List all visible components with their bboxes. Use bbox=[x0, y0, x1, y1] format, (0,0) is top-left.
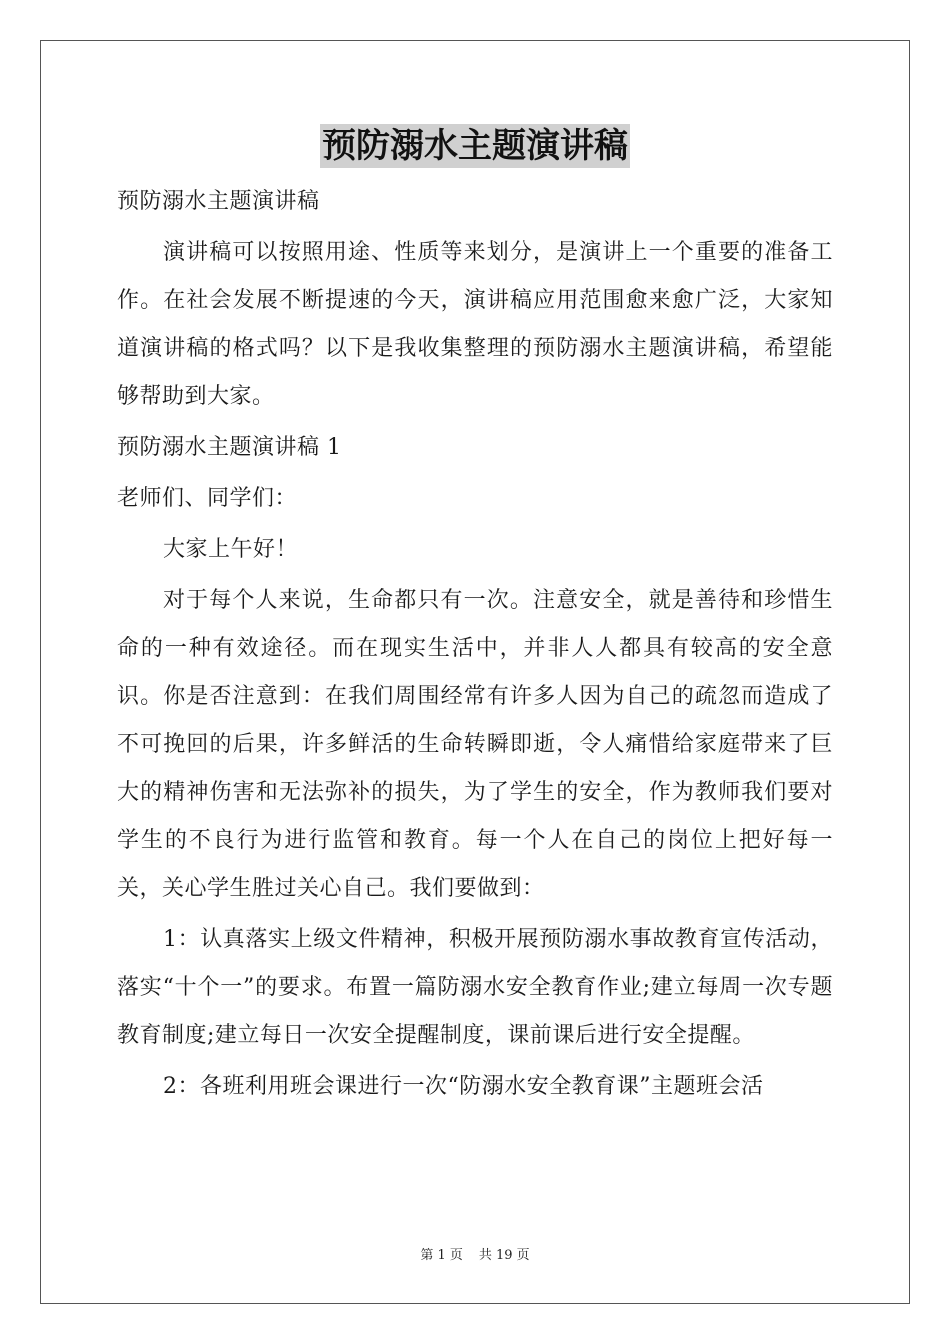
document-body bbox=[117, 178, 833, 1111]
greeting: 大家上午好！ bbox=[163, 537, 299, 562]
salutation: 老师们、同学们： bbox=[117, 486, 298, 511]
body-paragraph-1: 对于每个人来说，生命都只有一次。注意安全，就是善待和珍惜生命的一种有效途径。而在现实生活中，并非人人都具有较高的安全意识。你是否注意到：在我们周围经常有许多人因为自己的疏忽而造成了不可挽回的后果，许多鲜活的生命转瞬即逝，令人痛惜给家庭带来了巨大的精神伤害和无法弥补的损失，为了学生的安全，作为教师我们要对学生的不良行为进行监管和教育。每一个人在自己的岗位上把好每一关，关心学生胜过关心自己。我们要做到： bbox=[117, 588, 833, 901]
document-title-text: 预防溺水主题演讲稿 bbox=[322, 126, 628, 166]
page-number: 第 1 页 bbox=[420, 1248, 463, 1263]
page-footer bbox=[0, 1247, 950, 1265]
section-heading: 预防溺水主题演讲稿 1 bbox=[117, 435, 342, 460]
body-paragraph-2: 1：认真落实上级文件精神，积极开展预防溺水事故教育宣传活动，落实“十个一”的要求。布置一篇防溺水安全教育作业;建立每周一次专题教育制度;建立每日一次安全提醒制度，课前课后进行安全提醒。 bbox=[117, 927, 833, 1048]
intro-paragraph: 演讲稿可以按照用途、性质等来划分，是演讲上一个重要的准备工作。在社会发展不断提速的今天，演讲稿应用范围愈来愈广泛，大家知道演讲稿的格式吗？以下是我收集整理的预防溺水主题演讲稿，希望能够帮助到大家。 bbox=[117, 240, 833, 409]
page-total: 共 19 页 bbox=[478, 1248, 530, 1263]
document-title bbox=[0, 124, 950, 168]
body-paragraph-3: 2：各班利用班会课进行一次“防溺水安全教育课”主题班会活 bbox=[163, 1074, 764, 1099]
document-subtitle: 预防溺水主题演讲稿 bbox=[117, 189, 320, 214]
